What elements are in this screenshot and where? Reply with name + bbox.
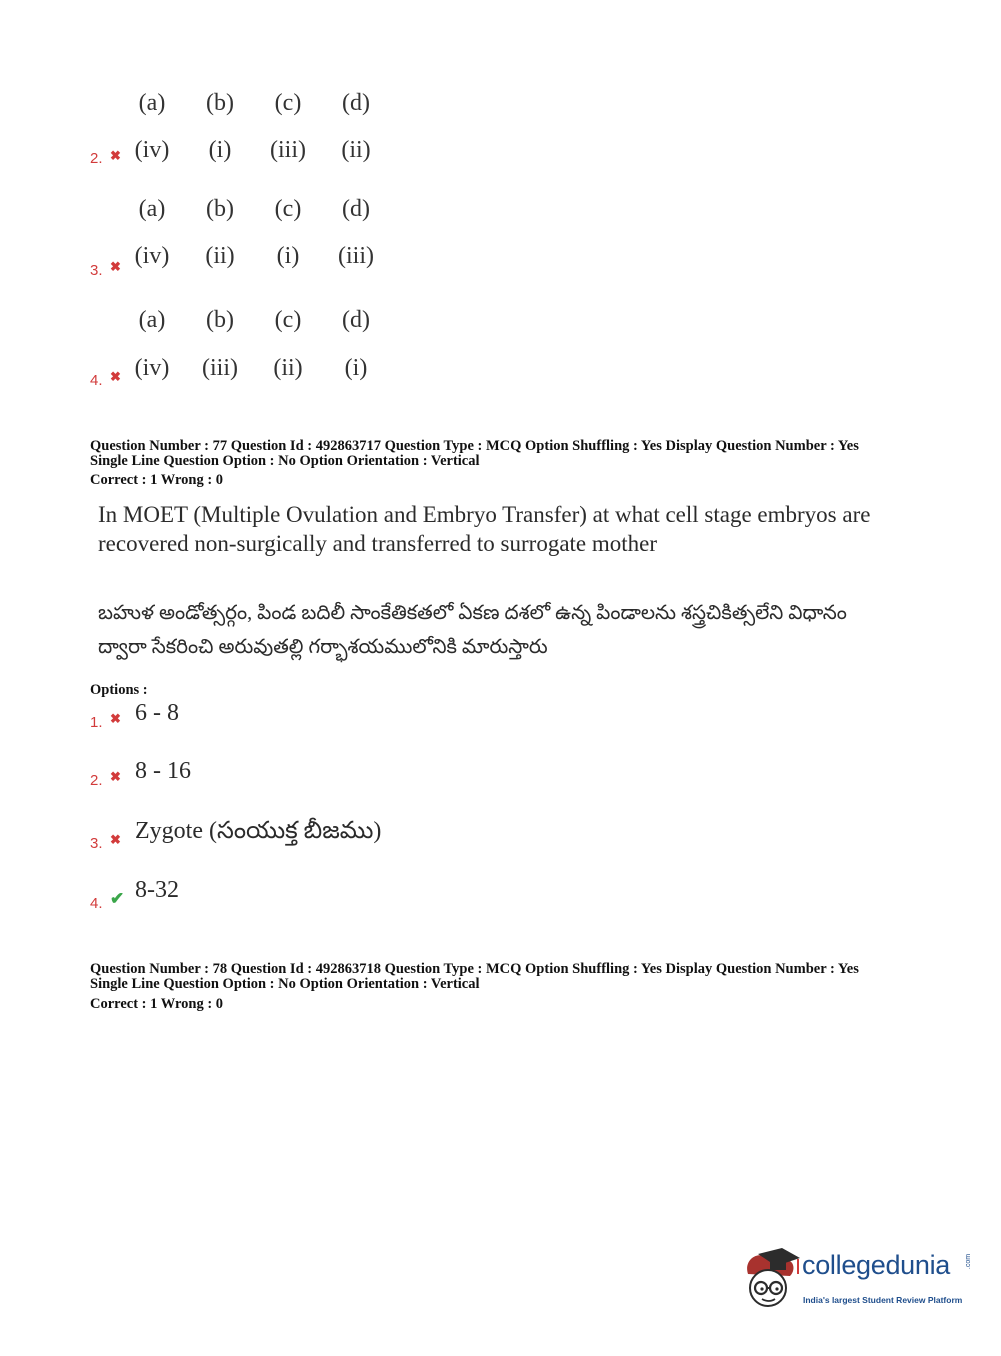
match-value-d: (iii)	[338, 243, 374, 269]
option-text: 8 - 16	[135, 758, 191, 784]
col-header-a: (a)	[138, 90, 166, 116]
option-text: 8-32	[135, 877, 179, 903]
wrong-mark-icon: ✖	[110, 148, 121, 163]
option-number: 2.	[90, 772, 103, 789]
match-value-c: (iii)	[270, 137, 306, 163]
answer-option-4[interactable]	[88, 877, 588, 917]
collegedunia-logo	[740, 1248, 973, 1312]
col-header-b: (b)	[206, 307, 234, 333]
q77-question-telugu-line-2: ద్వారా సేకరించి అరువుతల్లి గర్భాశయములోనికి మారుస్తారు	[98, 636, 548, 658]
option-number: 4.	[90, 895, 103, 912]
wrong-mark-icon: ✖	[110, 259, 121, 274]
option-number: 4.	[90, 372, 103, 389]
prev-option-3	[88, 192, 408, 292]
logo-suffix: .com	[965, 1253, 973, 1270]
answer-option-3[interactable]	[88, 817, 588, 857]
option-text: 6 - 8	[135, 700, 179, 726]
q77-question-english	[98, 500, 898, 558]
q77-question-english-line-1: In MOET (Multiple Ovulation and Embryo Transfer) at what cell stage embryos are	[98, 502, 871, 527]
wrong-mark-icon: ✖	[110, 711, 121, 726]
prev-option-2	[88, 86, 408, 186]
match-value-d: (i)	[344, 355, 368, 381]
col-header-a: (a)	[138, 307, 166, 333]
prev-option-4	[88, 303, 408, 403]
option-text: Zygote (సంయుక్త బీజము)	[135, 818, 382, 844]
col-header-d: (d)	[342, 90, 370, 116]
q77-marks: Correct : 1 Wrong : 0	[90, 472, 224, 488]
col-header-b: (b)	[206, 90, 234, 116]
col-header-b: (b)	[206, 196, 234, 222]
match-value-a: (iv)	[134, 355, 170, 381]
wrong-mark-icon: ✖	[110, 369, 121, 384]
match-value-c: (ii)	[273, 355, 303, 381]
option-number: 2.	[90, 150, 103, 167]
wrong-mark-icon: ✖	[110, 769, 121, 784]
q78-meta-line-2: Single Line Question Option : No Option Orientation : Vertical	[90, 976, 480, 992]
match-value-b: (iii)	[202, 355, 238, 381]
col-header-c: (c)	[274, 196, 302, 222]
match-value-a: (iv)	[134, 243, 170, 269]
col-header-c: (c)	[274, 90, 302, 116]
q77-meta-line-1: Question Number : 77 Question Id : 492863717 Question Type : MCQ Option Shuffling : Yes Display Question Number : Yes	[90, 438, 859, 454]
answer-option-2[interactable]	[88, 758, 588, 798]
match-value-b: (i)	[208, 137, 232, 163]
match-value-b: (ii)	[205, 243, 235, 269]
option-number: 3.	[90, 835, 103, 852]
correct-check-icon: ✔	[110, 889, 125, 908]
mascot-icon	[740, 1248, 802, 1312]
q77-meta-line-2: Single Line Question Option : No Option Orientation : Vertical	[90, 453, 480, 469]
answer-option-1[interactable]	[88, 700, 588, 740]
col-header-d: (d)	[342, 196, 370, 222]
option-number: 3.	[90, 262, 103, 279]
match-value-d: (ii)	[341, 137, 371, 163]
q78-marks: Correct : 1 Wrong : 0	[90, 996, 224, 1012]
col-header-d: (d)	[342, 307, 370, 333]
q77-question-telugu-line-1: బహుళ అండోత్సర్గం, పిండ బదిలీ సాంకేతికతలో ఏకణ దశలో ఉన్న పిండాలను శస్త్రచికిత్సలేని విధానం	[98, 602, 847, 624]
option-number: 1.	[90, 714, 103, 731]
logo-tagline: India's largest Student Review Platform	[803, 1295, 963, 1305]
q78-meta-line-1: Question Number : 78 Question Id : 492863718 Question Type : MCQ Option Shuffling : Yes Display Question Number : Yes	[90, 961, 859, 977]
wrong-mark-icon: ✖	[110, 832, 121, 847]
q77-question-telugu	[98, 596, 898, 664]
match-value-c: (i)	[276, 243, 300, 269]
logo-wordmark: collegedunia	[802, 1250, 951, 1280]
q77-question-english-line-2: recovered non-surgically and transferred to surrogate mother	[98, 531, 658, 556]
col-header-c: (c)	[274, 307, 302, 333]
options-label: Options :	[90, 682, 148, 698]
col-header-a: (a)	[138, 196, 166, 222]
match-value-a: (iv)	[134, 137, 170, 163]
